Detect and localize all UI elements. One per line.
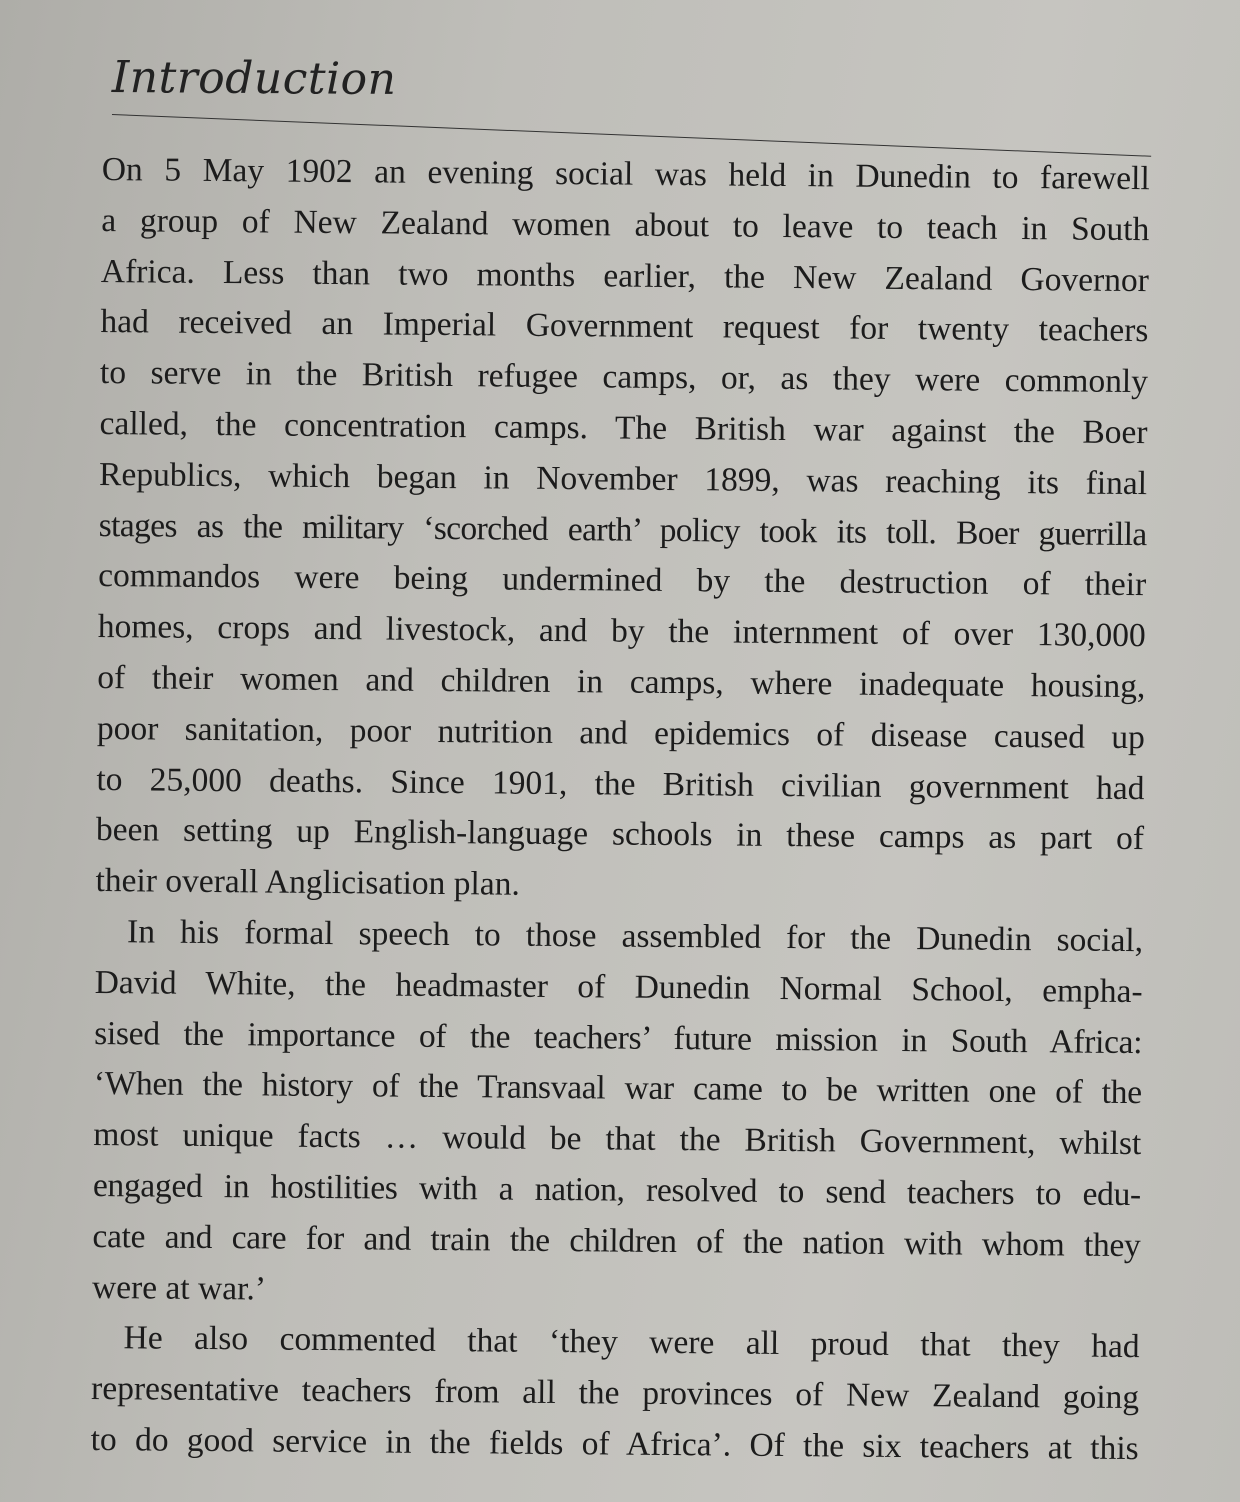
text-line: representative teachers from all the provinces of New Zealand going — [90, 1370, 1140, 1417]
text-line: to serve in the British refugee camps, or, as they were commonly — [99, 354, 1149, 401]
paragraph-2 — [92, 907, 1144, 1323]
text-line: called, the concentration camps. The British war against the Boer — [99, 404, 1148, 452]
text-line: been setting up English-language schools in these camps as part of — [95, 811, 1145, 858]
text-line: He also commented that ‘they were all proud that they had — [123, 1319, 1140, 1366]
text-line: of their women and children in camps, where inadequate housing, — [97, 658, 1146, 706]
paragraph-3 — [90, 1313, 1139, 1475]
text-line: On 5 May 1902 an evening social was held in Dunedin to farewell — [101, 150, 1150, 198]
text-line: In his formal speech to those assembled for the Dunedin social, — [126, 913, 1144, 960]
text-line: sised the importance of the teachers’ future mission in South Africa: — [94, 1014, 1143, 1061]
text-line: ‘When the history of the Transvaal war came to be written one of the — [93, 1065, 1142, 1112]
text-line: engaged in hostilities with a nation, resolved to send teachers to edu- — [92, 1166, 1142, 1214]
paragraph-1 — [95, 145, 1150, 916]
text-line: were at war.’ — [91, 1268, 267, 1308]
text-line: stages as the military ‘scorched earth’ policy took its toll. Boer guerrilla — [98, 506, 1147, 553]
text-line: homes, crops and livestock, and by the internment of over 130,000 — [97, 608, 1146, 655]
body-text — [90, 145, 1149, 1475]
text-line: commandos were being undermined by the destruction of their — [98, 557, 1147, 604]
text-line: had received an Imperial Government request for twenty teachers — [100, 303, 1149, 350]
text-line: Republics, which began in November 1899, was reaching its final — [98, 455, 1148, 502]
text-line: to 25,000 deaths. Since 1901, the British civilian government had — [96, 760, 1145, 807]
text-line: Africa. Less than two months earlier, the New Zealand Governor — [100, 252, 1150, 299]
section-heading: Introduction — [111, 52, 397, 105]
text-line: their overall Anglicisation plan. — [95, 862, 520, 903]
text-line: David White, the headmaster of Dunedin Normal School, empha- — [94, 963, 1143, 1010]
text-line: most unique facts … would be that the British Government, whilst — [93, 1116, 1142, 1163]
text-line: a group of New Zealand women about to leave to teach in South — [101, 201, 1150, 248]
text-line: cate and care for and train the children of the nation with whom they — [92, 1217, 1141, 1264]
text-line: poor sanitation, poor nutrition and epidemics of disease caused up — [96, 709, 1146, 756]
text-line: to do good service in the fields of Africa’. Of the six teachers at this — [90, 1420, 1139, 1468]
